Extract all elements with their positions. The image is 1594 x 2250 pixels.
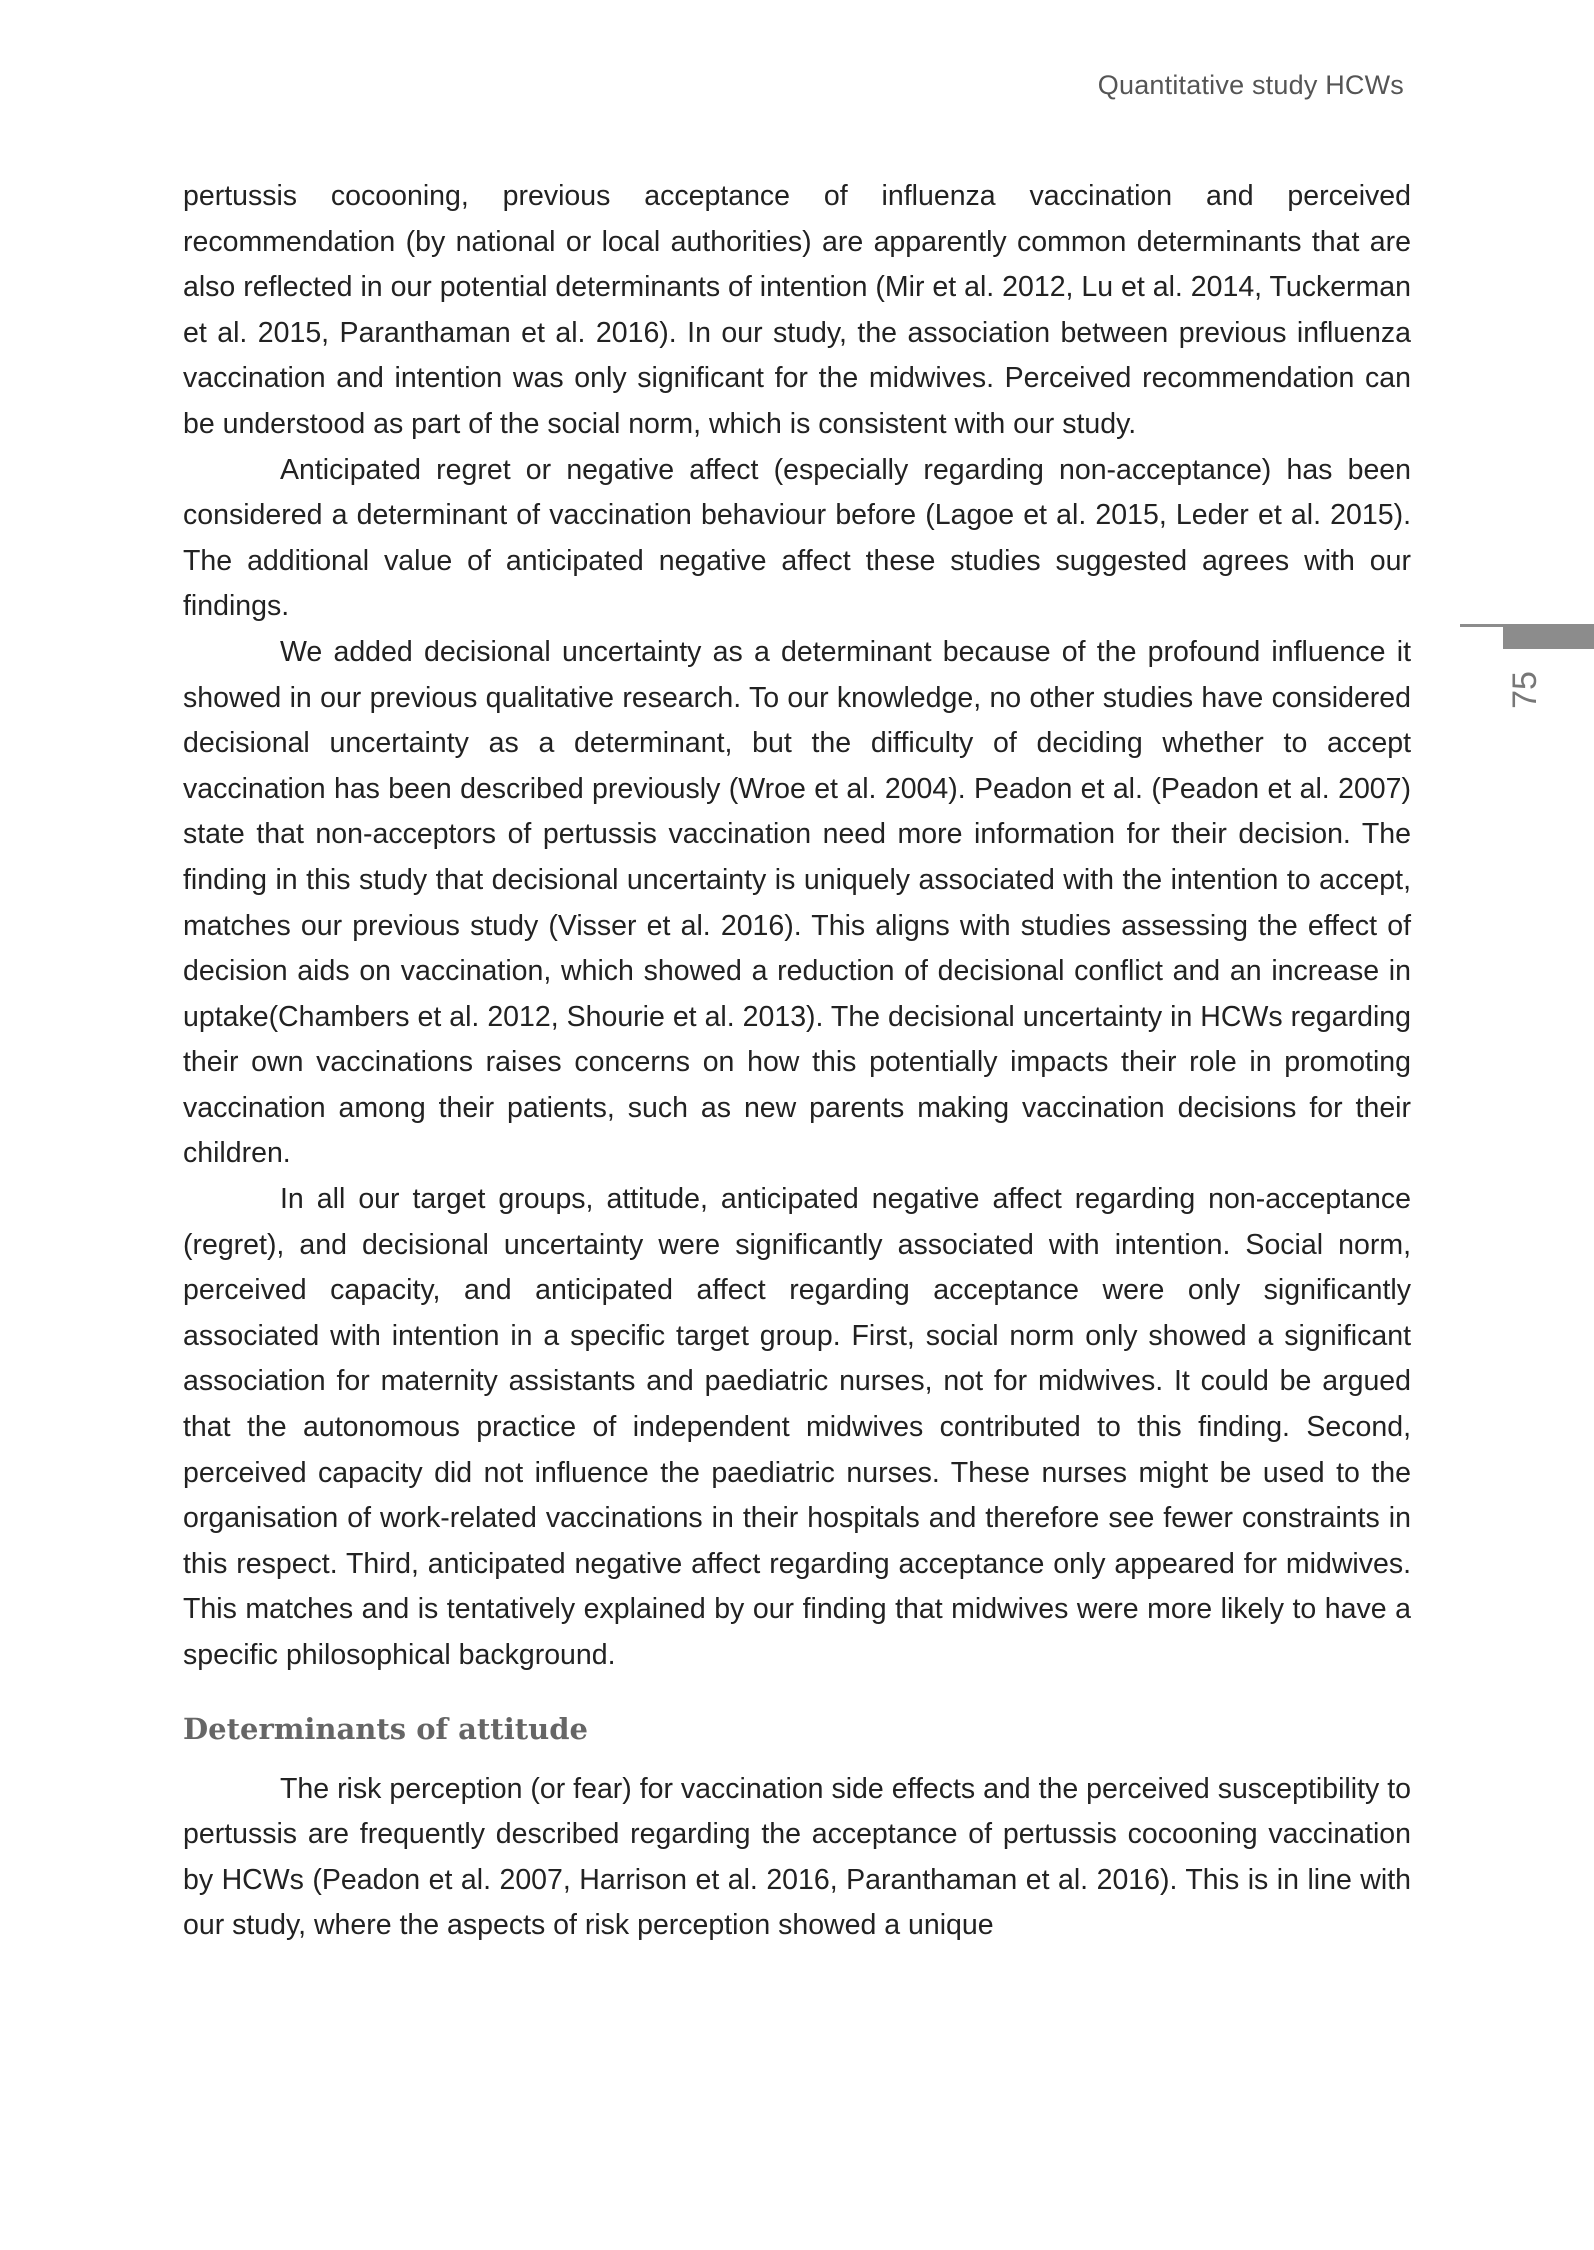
- thumb-tab-rule: [1460, 624, 1503, 627]
- paragraph-3: We added decisional uncertainty as a determinant because of the profound influence it showed in our previous qualitative research. To our knowledge, no other studies have considered decisional uncertainty as a determinant, but the difficulty of deciding whether to accept vaccination has been described previously (Wroe et al. 2004). Peadon et al. (Peadon et al. 2007) state that non-acceptors of pertussis vaccination need more information for their decision. The finding in this study that decisional uncertainty is uniquely associated with the intention to accept, matches our previous study (Visser et al. 2016). This aligns with studies assessing the effect of decision aids on vaccination, which showed a reduction of decisional conflict and an increase in uptake(Chambers et al. 2012, Shourie et al. 2013). The decisional uncertainty in HCWs regarding their own vaccinations raises concerns on how this potentially impacts their role in promoting vaccination among their patients, such as new parents making vaccination decisions for their children.: [183, 635, 1411, 1170]
- page-number: 75: [1506, 671, 1544, 709]
- running-header: Quantitative study HCWs: [1097, 70, 1404, 100]
- thumb-tab-marker: [1503, 624, 1594, 649]
- main-text: [183, 174, 1411, 1949]
- section-heading: Determinants of attitude: [183, 1711, 588, 1746]
- paragraph-4: In all our target groups, attitude, anticipated negative affect regarding non-acceptance (regret), and decisional uncertainty were significantly associated with intention. Social norm, perceived capacity, and anticipated affect regarding acceptance were only significantly associated with intention in a specific target group. First, social norm only showed a significant association for maternity assistants and paediatric nurses, not for midwives. It could be argued that the autonomous practice of independent midwives contributed to this finding. Second, perceived capacity did not influence the paediatric nurses. These nurses might be used to the organisation of work-related vaccinations in their hospitals and therefore see fewer constraints in this respect. Third, anticipated negative affect regarding acceptance only appeared for midwives. This matches and is tentatively explained by our finding that midwives were more likely to have a specific philosophical background.: [183, 1183, 1411, 1671]
- paragraph-5: The risk perception (or fear) for vaccination side effects and the perceived susceptibility to pertussis are frequently described regarding the acceptance of pertussis cocooning vaccination by HCWs (Peadon et al. 2007, Harrison et al. 2016, Paranthaman et al. 2016). This is in line with our study, where the aspects of risk perception showed a unique: [183, 1772, 1411, 1942]
- paragraph-2: Anticipated regret or negative affect (especially regarding non-acceptance) has been considered a determinant of vaccination behaviour before (Lagoe et al. 2015, Leder et al. 2015). The additional value of anticipated negative affect these studies suggested agrees with our findings.: [183, 453, 1411, 623]
- paragraph-1: pertussis cocooning, previous acceptance of influenza vaccination and perceived recommendation (by national or local authorities) are apparently common determinants that are also reflected in our potential determinants of intention (Mir et al. 2012, Lu et al. 2014, Tuckerman et al. 2015, Paranthaman et al. 2016). In our study, the association between previous influenza vaccination and intention was only significant for the midwives. Perceived recommendation can be understood as part of the social norm, which is consistent with our study.: [183, 180, 1411, 440]
